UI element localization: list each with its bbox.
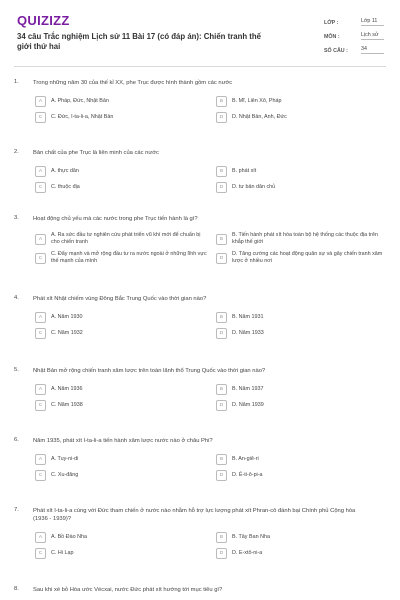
- option-text: A. Ra sức đầu tư nghiên cứu phát triển vũ khí mới để chuẩn bị cho chiến tranh: [51, 232, 201, 246]
- option-b[interactable]: [216, 384, 388, 395]
- option-text: B. Năm 1931: [232, 314, 264, 321]
- option-text: C. Đức, I-ta-li-a, Nhật Bản: [51, 114, 114, 121]
- meta-value-subject: Lịch sử: [361, 32, 384, 40]
- option-a[interactable]: [35, 312, 207, 323]
- question-number: 7.: [14, 507, 19, 513]
- question-6: [0, 437, 400, 507]
- option-text: D. E-xtô-ni-a: [232, 550, 263, 557]
- option-d[interactable]: [216, 328, 388, 339]
- option-letter: B: [216, 384, 227, 395]
- option-c[interactable]: [35, 548, 207, 559]
- question-list: [0, 79, 400, 598]
- option-text: B. An-giê-ri: [232, 456, 259, 463]
- meta-value-question-count: 34: [361, 46, 384, 54]
- option-text: B. Tây Ban Nha: [232, 534, 270, 541]
- option-a[interactable]: [35, 454, 207, 465]
- question-text: Phát xít I-ta-li-a cùng với Đức tham chiến ở nước nào nhằm hỗ trợ lực lượng phát xít Phran-cô đánh bại Chính phủ Cộng hòa (1936 - 1939)?: [33, 508, 356, 523]
- option-letter: C: [35, 548, 46, 559]
- option-a[interactable]: [35, 532, 207, 543]
- question-number: 6.: [14, 437, 19, 443]
- option-d[interactable]: [216, 470, 388, 481]
- option-letter: C: [35, 470, 46, 481]
- question-text: Sau khi xé bỏ Hòa ước Vécxai, nước Đức phát xít hướng tới mục tiêu gì?: [33, 587, 223, 593]
- option-text: B. Mĩ, Liên Xô, Pháp: [232, 98, 282, 105]
- option-b[interactable]: [216, 232, 388, 246]
- meta-label-question-count: SỐ CÂU :: [324, 48, 348, 54]
- option-text: D. Nhật Bản, Anh, Đức: [232, 114, 287, 121]
- option-d[interactable]: [216, 112, 388, 123]
- options-grid: [35, 384, 385, 411]
- option-letter: A: [35, 166, 46, 177]
- option-b[interactable]: [216, 532, 388, 543]
- option-letter: D: [216, 112, 227, 123]
- option-letter: D: [216, 253, 227, 264]
- option-text: D. Ê-ti-ô-pi-a: [232, 472, 263, 479]
- header-divider: [14, 66, 386, 67]
- worksheet-header: [0, 0, 400, 62]
- option-letter: B: [216, 312, 227, 323]
- option-c[interactable]: [35, 328, 207, 339]
- meta-row-class: [324, 12, 384, 26]
- option-a[interactable]: [35, 384, 207, 395]
- question-number: 2.: [14, 149, 19, 155]
- question-1: [0, 79, 400, 149]
- options-grid: [35, 532, 385, 559]
- option-text: A. Năm 1930: [51, 314, 83, 321]
- option-d[interactable]: [216, 251, 388, 265]
- option-text: A. Năm 1936: [51, 386, 83, 393]
- option-letter: C: [35, 400, 46, 411]
- question-4: [0, 295, 400, 367]
- options-grid: [35, 312, 385, 339]
- question-number: 5.: [14, 367, 19, 373]
- option-letter: A: [35, 312, 46, 323]
- question-5: [0, 367, 400, 437]
- question-number: 8.: [14, 586, 19, 592]
- meta-value-class: Lớp 11: [361, 18, 384, 26]
- option-c[interactable]: [35, 182, 207, 193]
- question-3: [0, 215, 400, 295]
- option-letter: A: [35, 96, 46, 107]
- option-c[interactable]: [35, 251, 207, 265]
- question-8: [0, 586, 400, 598]
- option-c[interactable]: [35, 112, 207, 123]
- option-letter: A: [35, 234, 46, 245]
- option-a[interactable]: [35, 166, 207, 177]
- option-text: C. Đẩy mạnh và mở rộng đầu tư ra nước ngoài ở những lĩnh vực thế mạnh của mình: [51, 251, 207, 265]
- option-letter: B: [216, 532, 227, 543]
- option-letter: B: [216, 166, 227, 177]
- option-text: B. phát xít: [232, 168, 257, 175]
- option-b[interactable]: [216, 312, 388, 323]
- option-letter: D: [216, 328, 227, 339]
- option-b[interactable]: [216, 454, 388, 465]
- question-text: Phát xít Nhật chiếm vùng Đông Bắc Trung Quốc vào thời gian nào?: [33, 296, 207, 302]
- options-grid: [35, 454, 385, 481]
- option-c[interactable]: [35, 400, 207, 411]
- option-text: D. Tăng cường các hoạt động quân sự và gây chiến tranh xâm lược ở nhiều nơi: [232, 251, 383, 265]
- quizizz-logo[interactable]: QUIZIZZ: [17, 13, 70, 28]
- option-text: D. Năm 1933: [232, 330, 264, 337]
- option-letter: B: [216, 96, 227, 107]
- meta-label-class: LỚP :: [324, 20, 339, 26]
- option-text: B. Năm 1937: [232, 386, 264, 393]
- options-grid: [35, 232, 385, 265]
- option-letter: C: [35, 253, 46, 264]
- option-text: C. Năm 1938: [51, 402, 83, 409]
- question-number: 1.: [14, 79, 19, 85]
- question-7: [0, 507, 400, 586]
- question-number: 4.: [14, 295, 19, 301]
- question-text: Năm 1935, phát xít I-ta-li-a tiến hành xâm lược nước nào ở châu Phi?: [33, 438, 213, 444]
- question-text: Bản chất của phe Trục là liên minh của các nước: [33, 150, 159, 156]
- question-text: Trong những năm 30 của thế kỉ XX, phe Trục được hình thành gồm các nước: [33, 80, 233, 86]
- option-letter: A: [35, 532, 46, 543]
- meta-label-subject: MÔN :: [324, 34, 340, 40]
- option-d[interactable]: [216, 400, 388, 411]
- options-grid: [35, 96, 385, 123]
- option-letter: C: [35, 182, 46, 193]
- option-d[interactable]: [216, 548, 388, 559]
- option-letter: D: [216, 548, 227, 559]
- option-text: C. Năm 1932: [51, 330, 83, 337]
- question-text: Hoạt động chủ yếu mà các nước trong phe Trục tiến hành là gì?: [33, 216, 198, 222]
- option-letter: D: [216, 400, 227, 411]
- option-text: A. Bồ Đào Nha: [51, 534, 87, 541]
- option-text: A. Pháp, Đức, Nhật Bản: [51, 98, 109, 105]
- option-letter: C: [35, 328, 46, 339]
- option-text: A. Tuy-ni-di: [51, 456, 79, 463]
- option-letter: C: [35, 112, 46, 123]
- worksheet-meta: [324, 12, 384, 54]
- option-b[interactable]: [216, 166, 388, 177]
- option-letter: B: [216, 234, 227, 245]
- options-grid: [35, 166, 385, 193]
- option-letter: A: [35, 384, 46, 395]
- option-a[interactable]: [35, 96, 207, 107]
- option-letter: D: [216, 182, 227, 193]
- option-letter: A: [35, 454, 46, 465]
- option-text: D. tư bản dân chủ: [232, 184, 276, 191]
- option-text: B. Tiến hành phát xít hóa toàn bộ hệ thống các thuộc địa trên khắp thế giới: [232, 232, 378, 246]
- question-2: [0, 149, 400, 215]
- option-text: C. Hi Lạp: [51, 550, 74, 557]
- question-number: 3.: [14, 215, 19, 221]
- meta-row-question-count: [324, 40, 384, 54]
- option-b[interactable]: [216, 96, 388, 107]
- option-letter: B: [216, 454, 227, 465]
- option-text: C. thuộc địa: [51, 184, 80, 191]
- option-d[interactable]: [216, 182, 388, 193]
- option-c[interactable]: [35, 470, 207, 481]
- meta-row-subject: [324, 26, 384, 40]
- option-text: D. Năm 1939: [232, 402, 264, 409]
- option-text: A. thực dân: [51, 168, 79, 175]
- option-text: C. Xu-đăng: [51, 472, 79, 479]
- option-letter: D: [216, 470, 227, 481]
- option-a[interactable]: [35, 232, 207, 246]
- worksheet-title: 34 câu Trắc nghiệm Lịch sử 11 Bài 17 (có đáp án): Chiến tranh thế giới thứ hai: [17, 32, 261, 51]
- question-text: Nhật Bản mở rộng chiến tranh xâm lược trên toàn lãnh thổ Trung Quốc vào thời gian nào?: [33, 368, 266, 374]
